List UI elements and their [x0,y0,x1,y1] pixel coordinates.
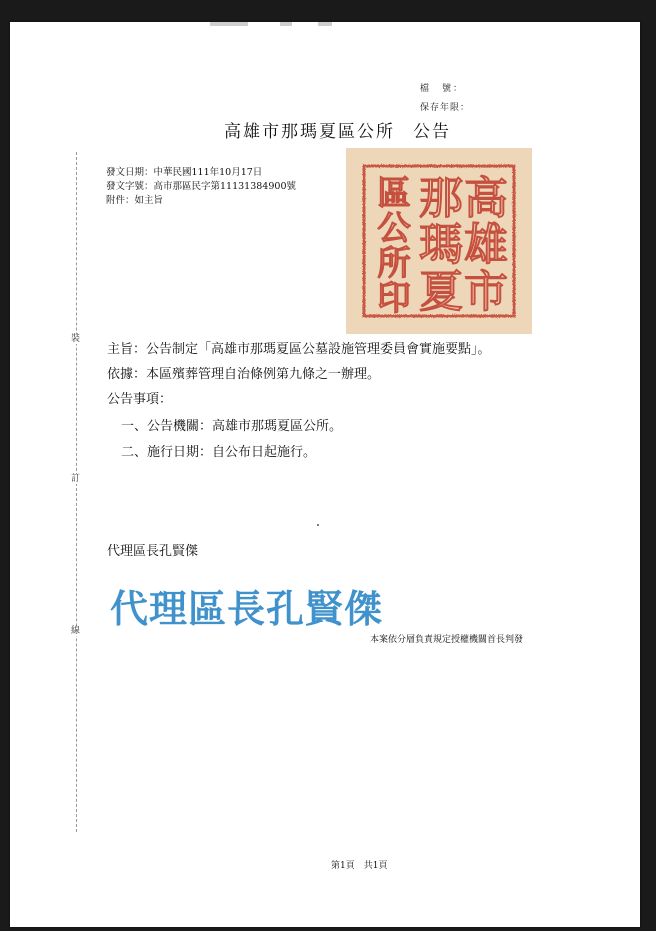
binding-char-zhuang: 裝 [71,334,81,344]
signature-stamp-text: 代理區長孔賢傑 [110,586,384,631]
seal-char: 所 [377,245,411,283]
attachment: 附件：如主旨 [106,195,164,206]
seal-char: 印 [377,280,411,318]
basis-line: 依據：本區殯葬管理自治條例第九條之一辦理。 [107,367,381,382]
seal-char: 區 [377,175,411,213]
seal-char: 市 [464,267,508,317]
deputy-name-typed: 代理區長孔賢傑 [107,544,199,559]
item-effective-date: 二、施行日期：自公布日起施行。 [121,445,317,460]
items-heading: 公告事項： [107,392,173,407]
seal-char: 高 [464,174,508,223]
page-number: 第1頁 共1頁 [331,861,388,871]
document-info [106,166,296,208]
seal-char: 瑪 [419,220,463,270]
subject-line: 主旨：公告制定「高雄市那瑪夏區公墓設施管理委員會實施要點」。 [107,342,491,357]
scan-speck [317,524,319,526]
document-number: 發文字號：高市那區民字第11131384900號 [106,181,296,192]
scan-marks [210,22,360,28]
seal-char: 夏 [419,267,463,317]
seal-char: 那 [419,174,463,223]
binding-line [76,152,77,832]
seal-char: 雄 [464,220,508,270]
binding-char-ding: 訂 [71,474,81,484]
signature-stamp [106,570,406,640]
file-number-label: 檔 號： [420,84,465,94]
issue-date: 發文日期：中華民國111年10月17日 [106,167,263,178]
document-page [10,22,640,927]
issuing-agency: 高雄市那瑪夏區公所 [224,122,395,142]
document-title [224,117,451,142]
item-agency: 一、公告機關：高雄市那瑪夏區公所。 [121,419,343,434]
document-type: 公告 [413,122,451,142]
official-seal [346,148,532,334]
delegation-note: 本案依分層負責規定授權機關首長判發 [370,635,524,645]
binding-char-xian: 線 [71,626,81,636]
seal-char: 公 [377,210,411,248]
retention-label: 保存年限： [420,103,471,113]
